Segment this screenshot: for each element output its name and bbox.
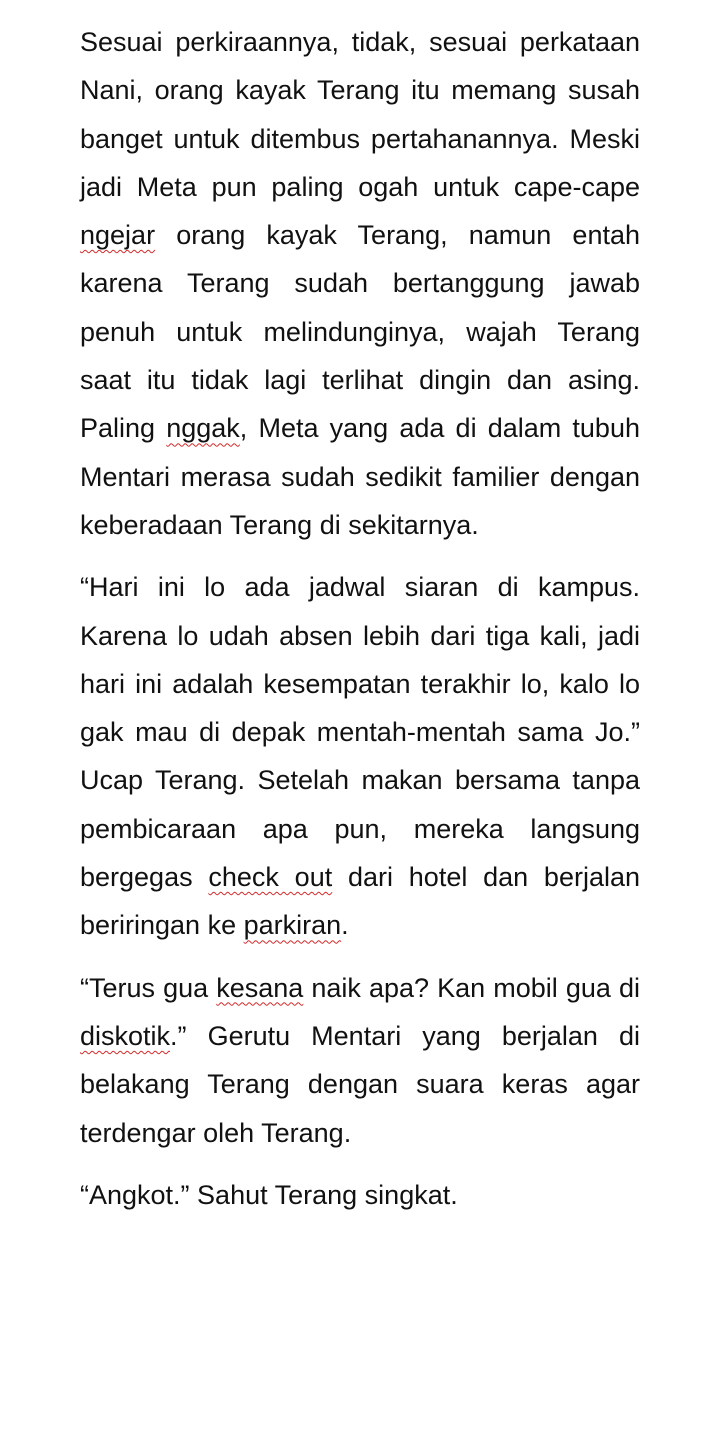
text-segment: orang kayak Terang, namun entah karena Terang sudah bertanggung jawab penuh untuk melindunginya, wajah Terang saat itu tidak lagi terlihat dingin dan asing. Paling: [80, 220, 640, 444]
paragraph-4: [80, 1171, 640, 1219]
paragraph-1: [80, 18, 640, 549]
spelling-flagged-word[interactable]: ngejar: [80, 220, 156, 251]
text-segment: .: [341, 910, 349, 941]
text-segment: .” Gerutu Mentari yang berjalan di belakang Terang dengan suara keras agar terdengar oleh Terang.: [80, 1020, 640, 1148]
text-segment: “Terus gua: [80, 972, 217, 1003]
text-segment: “Hari ini lo ada jadwal siaran di kampus. Karena lo udah absen lebih dari tiga kali, jadi hari ini adalah kesempatan terakhir lo, kalo lo gak mau di depak mentah-mentah sama Jo.” Ucap Terang. Setelah makan bersama tanpa pembicaraan apa pun, mereka langsung bergegas: [80, 572, 640, 893]
spelling-flagged-word[interactable]: parkiran: [243, 910, 342, 941]
text-segment: Sesuai perkiraannya, tidak, sesuai perkataan Nani, orang kayak Terang itu memang susah banget untuk ditembus pertahanannya. Meski jadi Meta pun paling ogah untuk cape-cape: [80, 27, 640, 202]
text-segment: naik apa? Kan mobil gua di: [303, 972, 640, 1003]
spelling-flagged-word[interactable]: diskotik: [80, 1020, 171, 1051]
spelling-flagged-word[interactable]: check out: [208, 862, 333, 893]
text-segment: dari hotel dan berjalan beriringan ke: [80, 862, 640, 941]
spelling-flagged-word[interactable]: kesana: [216, 972, 304, 1003]
text-segment: “Angkot.” Sahut Terang singkat.: [80, 1179, 458, 1210]
spelling-flagged-word[interactable]: nggak: [166, 413, 240, 444]
text-segment: , Meta yang ada di dalam tubuh Mentari merasa sudah sedikit familier dengan keberadaan Terang di sekitarnya.: [80, 413, 640, 540]
paragraph-2: [80, 563, 640, 949]
document-page: [80, 18, 640, 1219]
paragraph-3: [80, 964, 640, 1157]
